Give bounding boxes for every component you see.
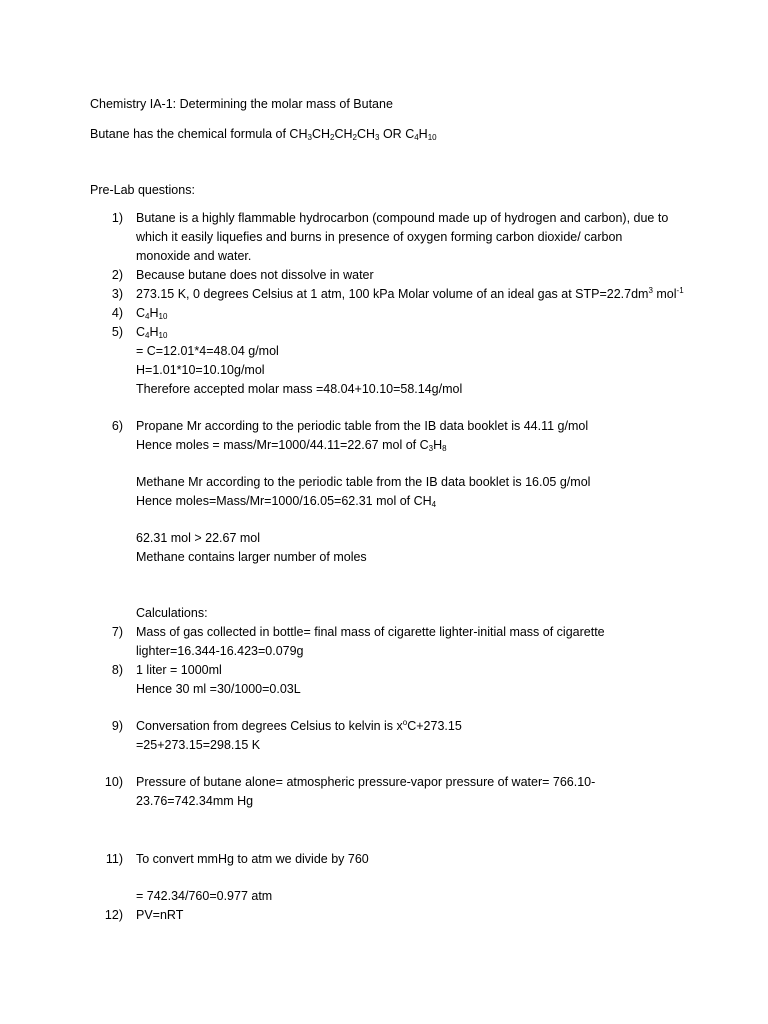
q8-line: Hence 30 ml =30/1000=0.03L [136,682,301,696]
q5-line: Therefore accepted molar mass =48.04+10.10=58.14g/mol [136,382,463,396]
q6-line: Methane Mr according to the periodic table from the IB data booklet is 16.05 g/mol [136,475,591,489]
calculations-heading: Calculations: [136,606,208,620]
question-number: 12) [104,908,123,922]
question-number: 4) [111,306,123,320]
q1-line: monoxide and water. [136,249,252,263]
q7-line: Mass of gas collected in bottle= final mass of cigarette lighter-initial mass of cigarette [136,625,605,639]
question-number: 5) [111,325,123,339]
formula-intro: Butane has the chemical formula of $CH_3CH_2CH_2CH_3$ OR $C_4H_{10}$ [90,127,437,142]
q9-line: =25+273.15=298.15 K [136,738,261,752]
q6-line: Propane Mr according to the periodic table from the IB data booklet is 44.11 g/mol [136,419,589,433]
question-number: 8) [111,663,123,677]
q3-line: 273.15 K, 0 degrees Celsius at 1 atm, 100 kPa Molar volume of an ideal gas at $STP=22.7dm^3$ mol$^{-1}$ [136,286,684,301]
question-number: 1) [111,211,123,225]
question-number: 6) [111,419,123,433]
prelab-heading: Pre-Lab questions: [90,183,195,197]
q9-line: Conversation from degrees Celsius to kelvin is $x^oC+273.15$ [136,718,462,733]
q4-formula: $C_4H_{10}$ [136,306,168,321]
q8-line: 1 liter = 1000ml [136,663,222,677]
q7-line: lighter=16.344-16.423=0.079g [136,644,304,658]
q10-line: Pressure of butane alone= atmospheric pressure-vapor pressure of water= 766.10- [136,775,596,789]
q11-line: = 742.34/760=0.977 atm [136,889,273,903]
q2-line: Because butane does not dissolve in water [136,268,374,282]
q6-line: 62.31 mol > 22.67 mol [136,531,261,545]
question-number: 3) [111,287,123,301]
q10-line: 23.76=742.34mm Hg [136,794,254,808]
question-number: 11) [105,852,123,866]
question-number: 10) [104,775,123,789]
q5-line: H=1.01*10=10.10g/mol [136,363,265,377]
q1-line: which it easily liquefies and burns in presence of oxygen forming carbon dioxide/ carbon [136,230,623,244]
document-title: Chemistry IA-1: Determining the molar mass of Butane [90,97,393,111]
q5-line: = C=12.01*4=48.04 g/mol [136,344,279,358]
question-number: 7) [111,625,123,639]
question-number: 9) [111,719,123,733]
q1-line: Butane is a highly flammable hydrocarbon (compound made up of hydrogen and carbon), due to [136,211,669,225]
q6-line: Hence moles=Mass/Mr=1000/16.05=62.31 mol of $CH_4$ [136,494,437,509]
q12-line: PV=nRT [136,908,184,922]
question-number: 2) [111,268,123,282]
q5-formula: $C_4H_{10}$ [136,325,168,340]
q6-line: Methane contains larger number of moles [136,550,367,564]
q11-line: To convert mmHg to atm we divide by 760 [136,852,369,866]
q6-line: Hence moles = mass/Mr=1000/44.11=22.67 mol of $C_3H_8$ [136,438,447,453]
